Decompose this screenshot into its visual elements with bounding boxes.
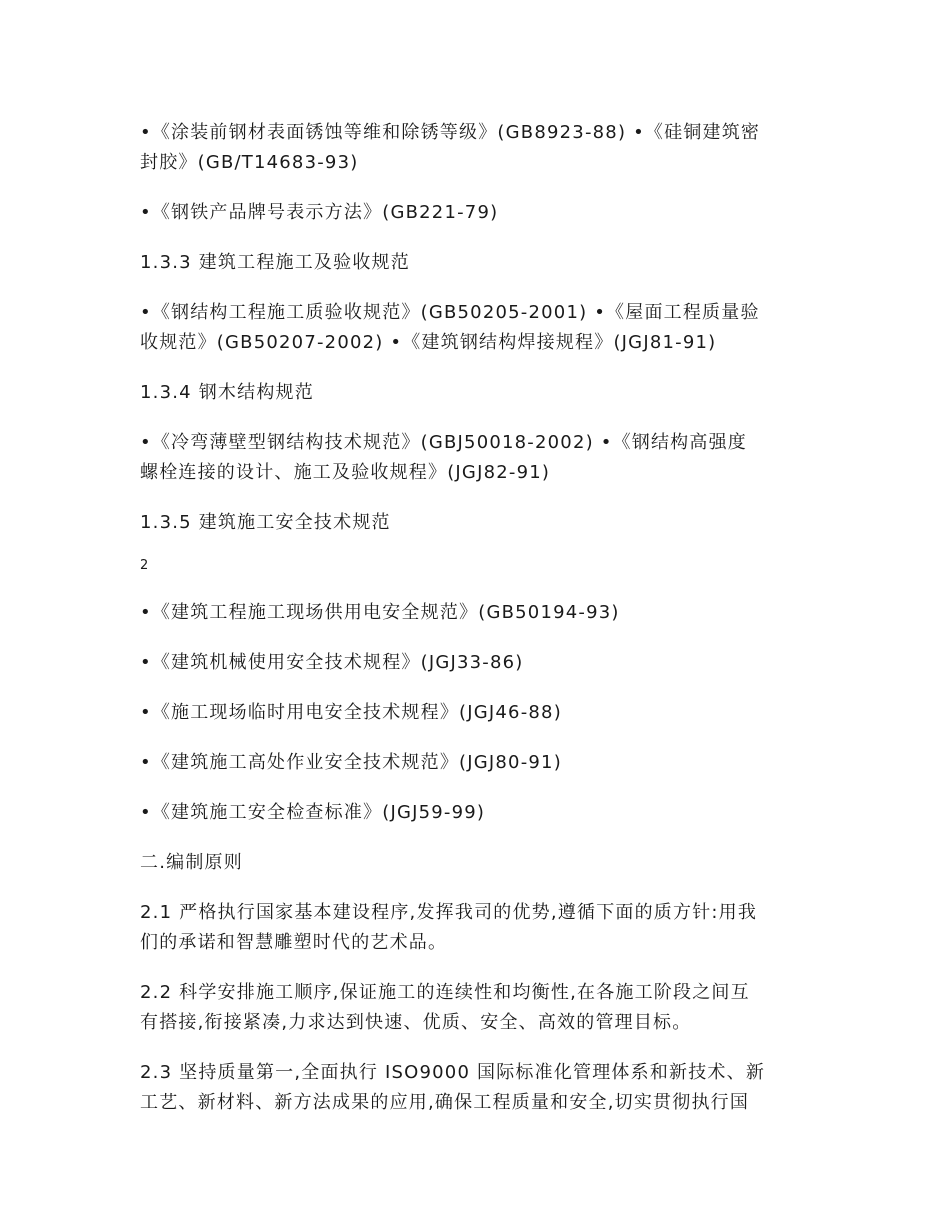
text-line: •《冷弯薄壁型钢结构技术规范》(GBJ50018-2002) •《钢结构高强度: [140, 432, 747, 453]
text-line: 2.3 坚持质量第一,全面执行 ISO9000 国际标准化管理体系和新技术、新: [140, 1062, 766, 1083]
text-line: •《涂装前钢材表面锈蚀等维和除锈等级》(GB8923-88) •《硅铜建筑密: [140, 122, 761, 143]
page-number: 2: [140, 558, 149, 573]
text-line: 工艺、新材料、新方法成果的应用,确保工程质量和安全,切实贯彻执行国: [140, 1092, 750, 1113]
text-line: •《建筑机械使用安全技术规程》(JGJ33-86): [140, 652, 524, 673]
text-line: 2.1 严格执行国家基本建设程序,发挥我司的优势,遵循下面的质方针:用我: [140, 902, 758, 923]
section-heading: 1.3.4 钢木结构规范: [140, 382, 314, 403]
text-line: 收规范》(GB50207-2002) •《建筑钢结构焊接规程》(JGJ81-91): [140, 332, 717, 353]
text-line: •《施工现场临时用电安全技术规程》(JGJ46-88): [140, 702, 562, 723]
section-heading: 二.编制原则: [140, 852, 243, 873]
text-line: 螺栓连接的设计、施工及验收规程》(JGJ82-91): [140, 462, 551, 483]
text-line: 2.2 科学安排施工顺序,保证施工的连续性和均衡性,在各施工阶段之间互: [140, 982, 750, 1003]
text-line: •《建筑施工高处作业安全技术规范》(JGJ80-91): [140, 752, 562, 773]
text-line: 有搭接,衔接紧凑,力求达到快速、优质、安全、高效的管理目标。: [140, 1012, 692, 1033]
text-line: 们的承诺和智慧雕塑时代的艺术品。: [140, 932, 448, 953]
text-line: 封胶》(GB/T14683-93): [140, 152, 359, 173]
section-heading: 1.3.3 建筑工程施工及验收规范: [140, 252, 410, 273]
text-line: •《钢铁产品牌号表示方法》(GB221-79): [140, 202, 499, 223]
text-line: •《建筑工程施工现场供用电安全规范》(GB50194-93): [140, 602, 620, 623]
section-heading: 1.3.5 建筑施工安全技术规范: [140, 512, 391, 533]
text-line: •《建筑施工安全检查标准》(JGJ59-99): [140, 802, 486, 823]
text-line: •《钢结构工程施工质验收规范》(GB50205-2001) •《屋面工程质量验: [140, 302, 760, 323]
